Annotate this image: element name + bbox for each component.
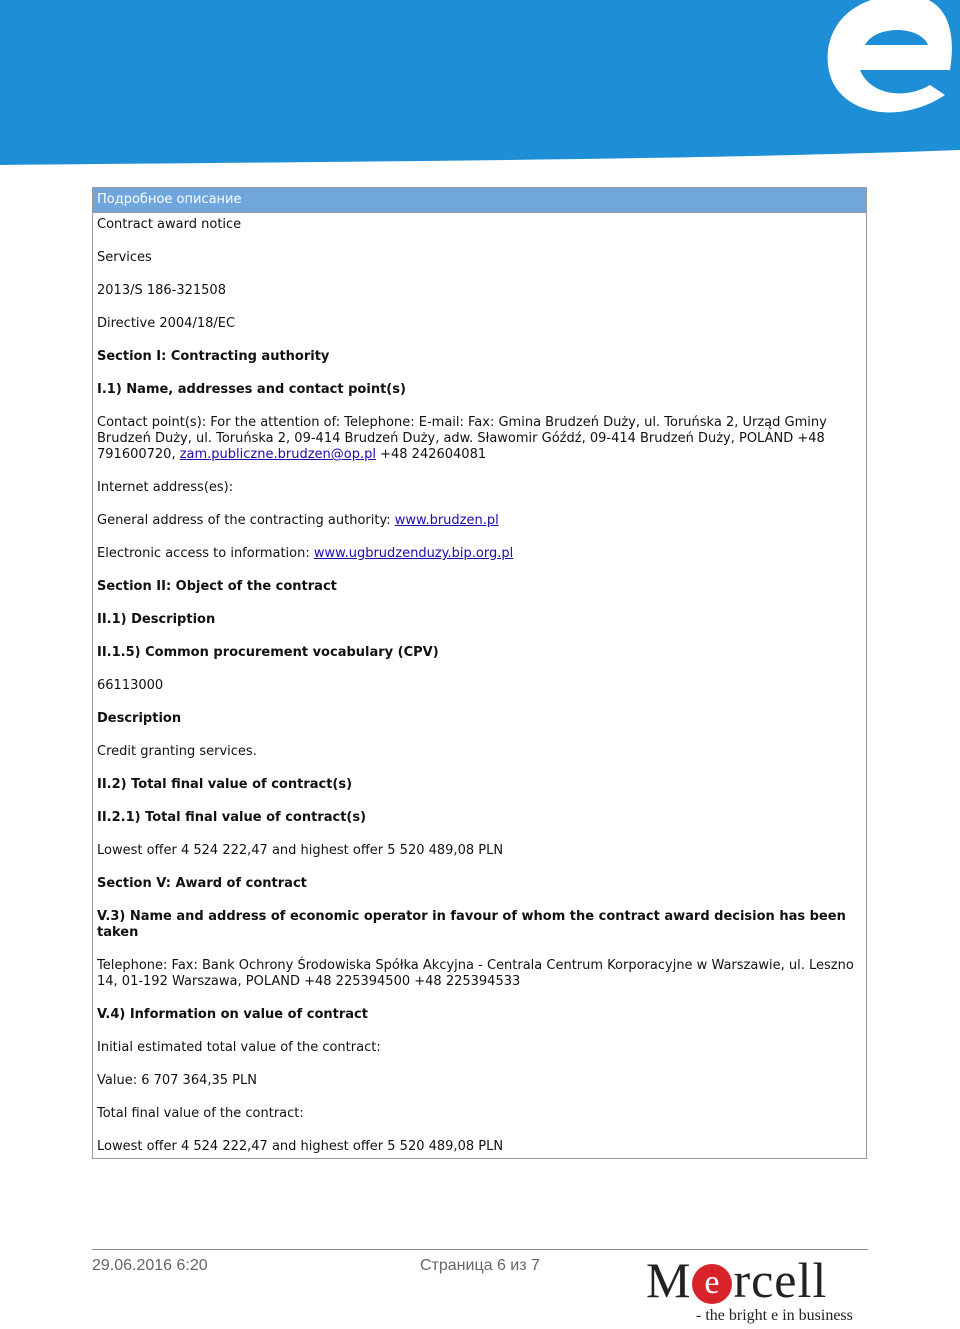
section-2-1-title: II.1) Description	[97, 612, 216, 627]
top-banner	[0, 0, 960, 165]
notice-reference: 2013/S 186-321508	[97, 283, 226, 298]
footer-divider	[92, 1249, 868, 1250]
total-offer-range: Lowest offer 4 524 222,47 and highest offer 5 520 489,08 PLN	[97, 1139, 504, 1154]
electronic-access-label: Electronic access to information:	[97, 546, 314, 561]
general-address-link[interactable]: www.brudzen.pl	[394, 513, 499, 528]
detail-panel	[92, 187, 867, 1159]
logo-rest: rcell	[733, 1252, 828, 1308]
section-1-1-title: I.1) Name, addresses and contact point(s)	[97, 382, 406, 397]
contact-fax: +48 242604081	[375, 447, 487, 462]
initial-value-label: Initial estimated total value of the contract:	[97, 1040, 381, 1055]
notice-category: Services	[97, 250, 152, 265]
description-label: Description	[97, 711, 182, 726]
general-address-label: General address of the contracting authority:	[97, 513, 395, 528]
electronic-access	[97, 546, 862, 562]
notice-type: Contract award notice	[97, 217, 242, 232]
electronic-access-link[interactable]: www.ugbrudzenduzy.bip.org.pl	[313, 546, 514, 561]
contact-text: Contact point(s): For the attention of: Telephone: E-mail: Fax: Gmina Brudzeń Duży, ul. Toruńska 2, Urząd Gminy Brudzeń Duży, ul. Toruńska 2, 09-414 Brudzeń Duży, adw. Sławomir Góźdź, 09-414 Brudzeń Duży, POLAND +48 791600720,	[97, 415, 827, 462]
notice-body	[93, 213, 866, 1155]
e-logo-icon	[828, 0, 952, 112]
internet-addresses-label: Internet address(es):	[97, 480, 234, 495]
section-5-4-title: V.4) Information on value of contract	[97, 1007, 368, 1022]
economic-operator: Telephone: Fax: Bank Ochrony Środowiska Spółka Akcyjna - Centrala Centrum Korporacyjne w Warszawie, ul. Leszno 14, 01-192 Warszawa, POLAND +48 225394500 +48 225394533	[97, 958, 854, 989]
panel-title: Подробное описание	[93, 188, 866, 213]
logo-wordmark	[646, 1253, 827, 1307]
logo-e-mark: e	[692, 1264, 732, 1304]
banner-graphic	[0, 0, 960, 165]
total-value-label: Total final value of the contract:	[97, 1106, 304, 1121]
footer-date: 29.06.2016 6:20	[92, 1257, 208, 1274]
section-2-offer-range: Lowest offer 4 524 222,47 and highest offer 5 520 489,08 PLN	[97, 843, 504, 858]
marcell-logo	[640, 1253, 870, 1329]
notice-directive: Directive 2004/18/EC	[97, 316, 236, 331]
logo-tagline: - the bright e in business	[696, 1307, 853, 1324]
section-5-title: Section V: Award of contract	[97, 876, 307, 891]
logo-m: M	[646, 1252, 692, 1308]
section-2-title: Section II: Object of the contract	[97, 579, 337, 594]
section-2-2-1-title: II.2.1) Total final value of contract(s)	[97, 810, 367, 825]
contact-points	[97, 415, 862, 463]
contact-email-link[interactable]: zam.publiczne.brudzen@op.pl	[179, 447, 376, 462]
general-address	[97, 513, 862, 529]
section-1-title: Section I: Contracting authority	[97, 349, 330, 364]
footer-page-number: Страница 6 из 7	[420, 1257, 540, 1274]
cpv-code: 66113000	[97, 678, 164, 693]
section-2-1-5-title: II.1.5) Common procurement vocabulary (CPV)	[97, 645, 439, 660]
initial-value: Value: 6 707 364,35 PLN	[97, 1073, 257, 1088]
description-value: Credit granting services.	[97, 744, 257, 759]
section-5-3-title: V.3) Name and address of economic operator in favour of whom the contract award decision has been taken	[97, 909, 846, 940]
section-2-2-title: II.2) Total final value of contract(s)	[97, 777, 353, 792]
